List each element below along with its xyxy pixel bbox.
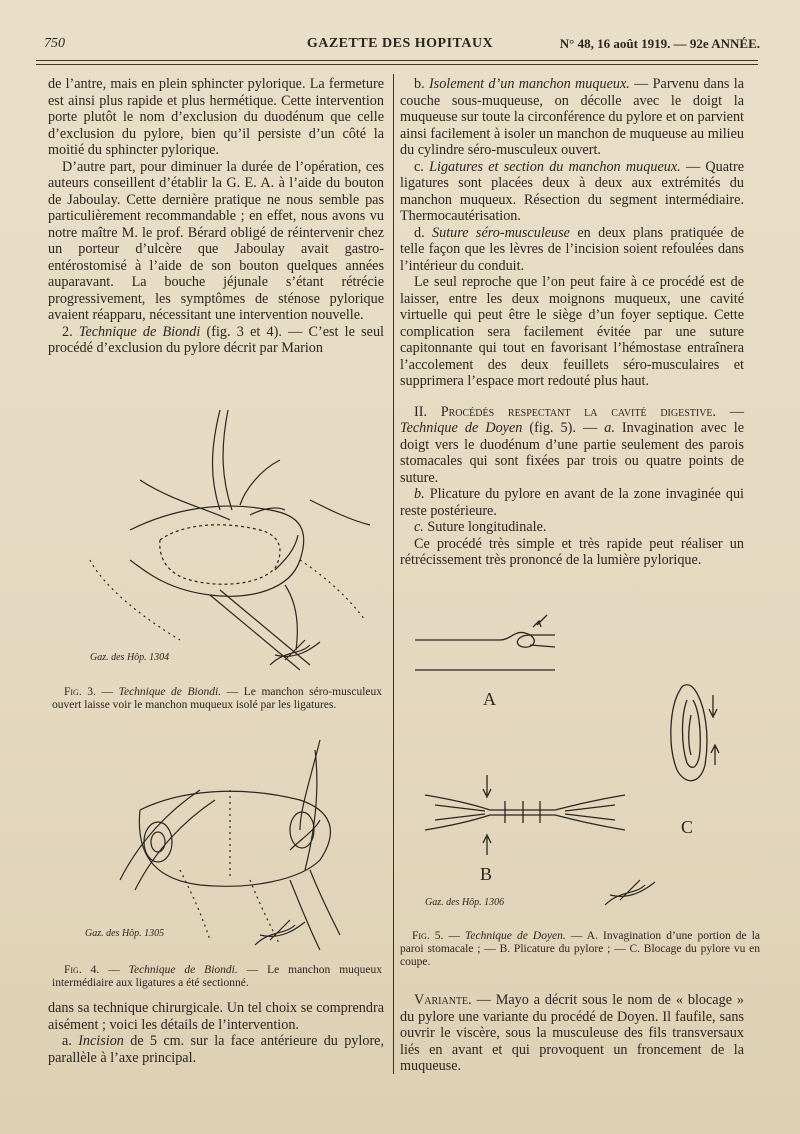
page-number: 750 [44, 36, 65, 51]
paragraph: 2. Technique de Biondi (fig. 3 et 4). — C’est le seul procédé d’exclusion du pylore décrit par Marion [48, 323, 384, 356]
variante-section [400, 992, 744, 1075]
left-column-bottom [48, 1000, 384, 1066]
issue-date: N° 48, 16 août 1919. — 92e ANNÉE. [559, 36, 760, 51]
figure-4-caption: Fig. 4. — Technique de Biondi. — Le manchon muqueux intermédiaire aux ligatures a été sectionné. [52, 964, 382, 989]
figure-5-label-a: A [483, 689, 496, 709]
paragraph: b. Isolement d’un manchon muqueux. — Parvenu dans la couche sous-muqueuse, on décolle avec le doigt la muqueuse sur toute la circonférence du pylore et on parvient ainsi facilement à isoler un manchon de muqueuse au milieu du cylindre séro-musculeux ouvert. [400, 76, 744, 158]
figure-5-caption: Fig. 5. — Technique de Doyen. — A. Invagination d’une portion de la paroi stomacale ; — B. Plicature du pylore ; — C. Blocage du pylore vu en coupe. [400, 930, 760, 968]
figure-5-label-c: C [681, 817, 694, 837]
figure-4-drawing [80, 730, 380, 960]
journal-title: GAZETTE DES HOPITAUX [306, 36, 494, 51]
engraver-signature-icon [270, 640, 320, 665]
paragraph: de l’antre, mais en plein sphincter pylorique. La fermeture est ainsi plus rapide et plus hermétique. Cette intervention porte plutôt le nom d’exclusion du duodénum que celle d’exclusion du pylore, bien qu’il persiste d’un côté la moitié du sphincter pylorique. [48, 76, 384, 158]
header-rule-2 [36, 64, 758, 65]
figure-3-credit: Gaz. des Hôp. 1304 [90, 652, 170, 663]
figure-4-credit: Gaz. des Hôp. 1305 [85, 928, 165, 939]
figure-5-credit: Gaz. des Hôp. 1306 [425, 897, 505, 908]
section-heading: II. Procédés respectant la cavité digestive. — Technique de Doyen (fig. 5). — a. Invagination avec le doigt vers le duodénum d’une partie seulement des parois stomacales qui sont fixées par trois ou quatre points de suture. [400, 403, 745, 486]
column-divider [393, 74, 394, 1074]
paragraph: a. Incision de 5 cm. sur la face antérieure du pylore, parallèle à l’axe principal. [48, 1033, 385, 1066]
paragraph: D’autre part, pour diminuer la durée de l’opération, ces auteurs conseillent d’établir la G. E. A. à l’aide du bouton de Jaboulay. Cette dernière pratique ne nous semble pas particulièrement recommandable ; en effet, nous avons vu notre maître M. le prof. Bérard obligé de réintervenir chez un porteur d’ulcère que Jaboulay avait gastro-entérostomisé à l’aide de son bouton quelques années auparavant. La bouche jéjunale s’étant rétrécie progressivement, les symptômes de sténose pylorique avaient réapparu, nécessitant une intervention nouvelle. [48, 158, 384, 323]
paragraph: dans sa technique chirurgicale. Un tel choix se comprendra aisément ; voici les détails de l’intervention. [48, 1000, 384, 1033]
paragraph: c. Suture longitudinale. [414, 519, 547, 535]
engraver-signature-icon [605, 880, 655, 905]
paragraph: d. Suture séro-musculeuse en deux plans pratiquée de telle façon que les lèvres de l’incision soient refoulées dans l’intérieur du conduit. [400, 224, 744, 274]
figure-3-caption: Fig. 3. — Technique de Biondi. — Le manchon séro-musculeux ouvert laisse voir le manchon muqueux isolé par les ligatures. [52, 686, 382, 711]
figure-5-drawing [405, 605, 750, 925]
paragraph: b. Plicature du pylore en avant de la zone invaginée qui reste postérieure. [400, 486, 744, 519]
engraver-signature-icon [255, 920, 305, 945]
right-column-top [400, 76, 744, 569]
left-column-top [48, 76, 384, 357]
paragraph: Variante. — Mayo a décrit sous le nom de « blocage » du pylore une variante du procédé de Doyen. Il faufile, sans ouvrir le viscère, sous la musculeuse des fils transversaux liés en avant et qui provoquent un froncement de la muqueuse. [400, 992, 744, 1074]
header-rule [36, 60, 758, 61]
paragraph: Le seul reproche que l’on peut faire à ce procédé est de laisser, entre les deux moignons muqueux, une cavité virtuelle qui peut être le siège d’un foyer septique. Cette complication sera facilement évitée par une suture capitonnante qui tout en favorisant l’hémostase entraînera l’accolement des deux feuillets séro-musculaires et supprimera l’espace mort redouté plus haut. [400, 274, 744, 389]
figure-3-drawing [70, 410, 370, 680]
paragraph: c. Ligatures et section du manchon muqueux. — Quatre ligatures sont placées deux à deux aux extrémités du manchon muqueux. Résection du segment intermédiaire. Thermocautérisation. [400, 158, 744, 224]
paragraph: Ce procédé très simple et très rapide peut réaliser un rétrécissement très prononcé de la lumière pylorique. [400, 535, 744, 568]
figure-5-label-b: B [480, 864, 493, 884]
